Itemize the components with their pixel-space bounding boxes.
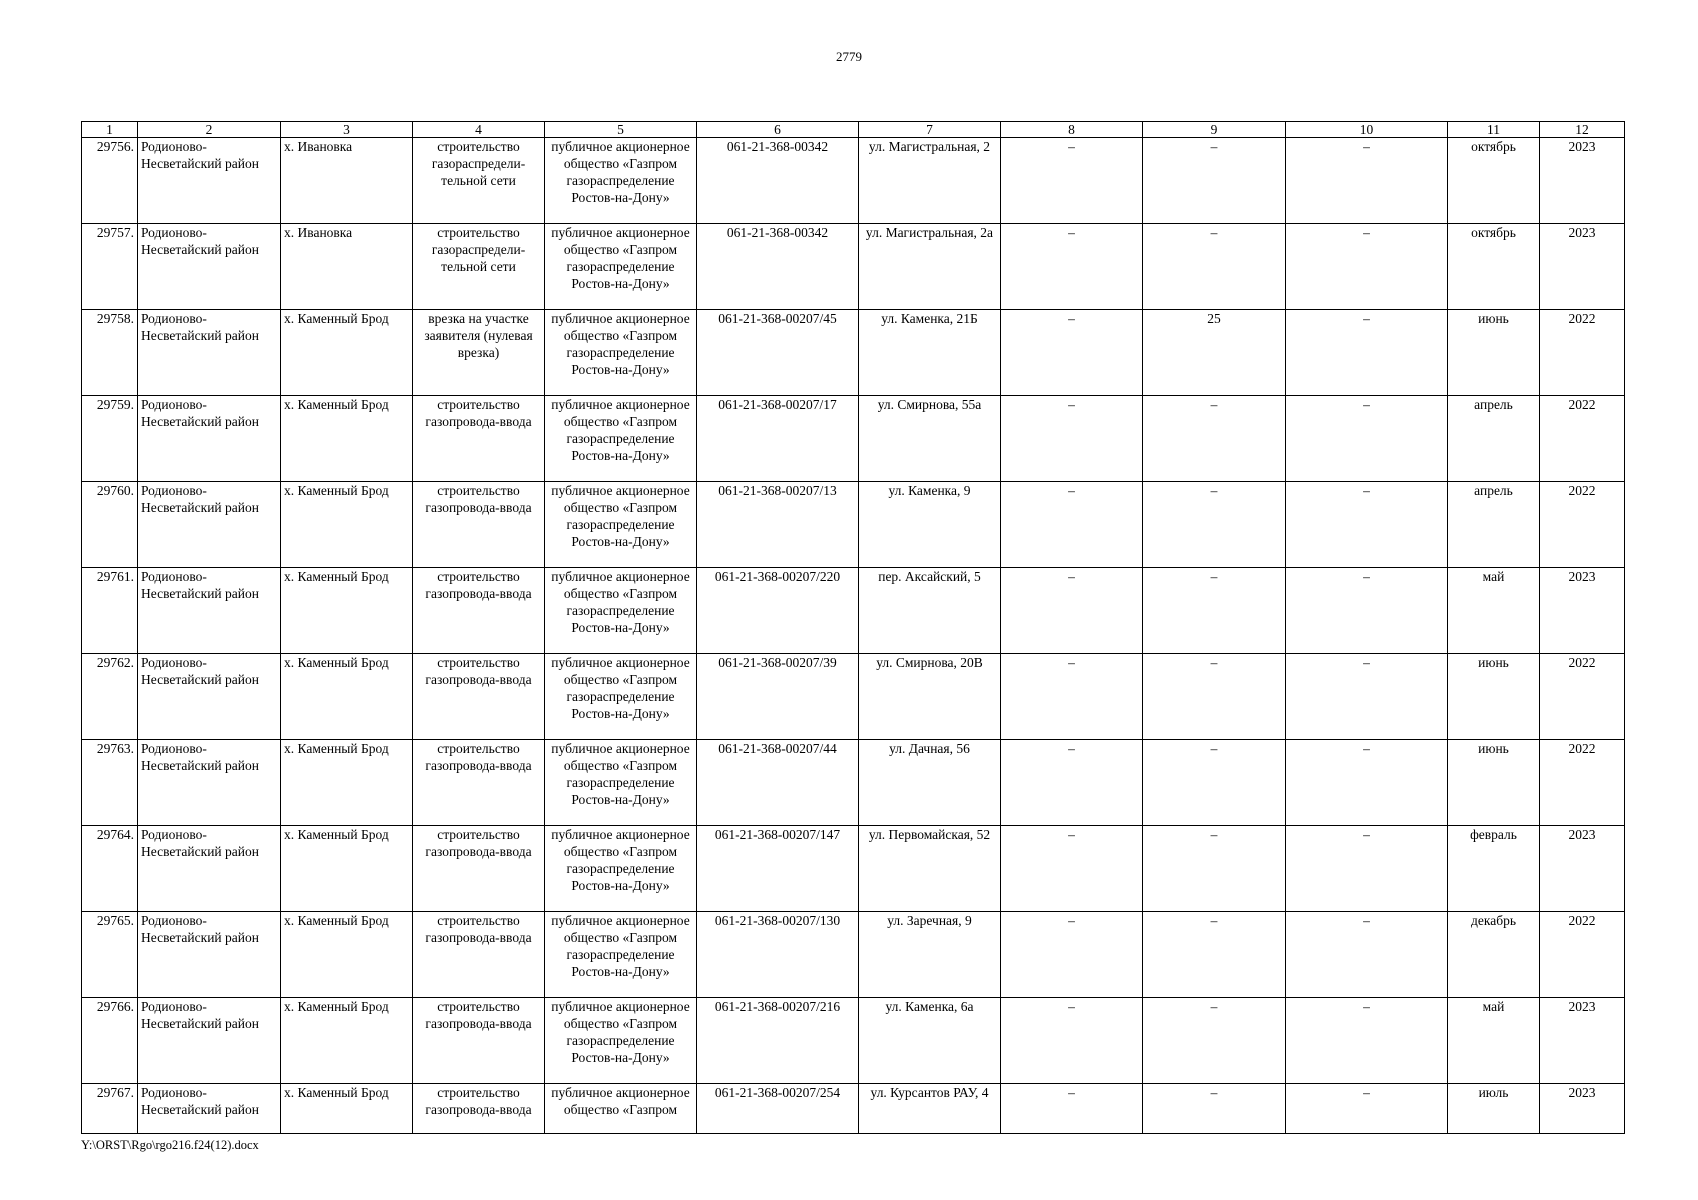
column-10-cell: – (1286, 396, 1448, 482)
district-cell: Родионово-Несветайский район (138, 654, 281, 740)
table-row (82, 998, 1625, 1084)
column-8-cell: – (1001, 482, 1143, 568)
work-type-cell: строительство газораспредели-тельной сети (413, 224, 545, 310)
district-cell: Родионово-Несветайский район (138, 1084, 281, 1134)
month-cell: апрель (1448, 396, 1540, 482)
row-number: 29761. (82, 568, 138, 654)
row-number: 29767. (82, 1084, 138, 1134)
registry-code-cell: 061-21-368-00207/147 (697, 826, 859, 912)
organization-cell: публичное акционерное общество «Газпром газораспределение Ростов-на-Дону» (545, 654, 697, 740)
locality-cell: х. Каменный Брод (281, 912, 413, 998)
registry-code-cell: 061-21-368-00342 (697, 224, 859, 310)
registry-code-cell: 061-21-368-00207/130 (697, 912, 859, 998)
year-cell: 2022 (1540, 740, 1625, 826)
table-row (82, 740, 1625, 826)
locality-cell: х. Каменный Брод (281, 396, 413, 482)
registry-code-cell: 061-21-368-00207/216 (697, 998, 859, 1084)
address-cell: пер. Аксайский, 5 (859, 568, 1001, 654)
address-cell: ул. Заречная, 9 (859, 912, 1001, 998)
column-9-cell: – (1143, 1084, 1286, 1134)
registry-code-cell: 061-21-368-00342 (697, 138, 859, 224)
column-header: 5 (545, 122, 697, 138)
column-header: 3 (281, 122, 413, 138)
month-cell: июль (1448, 1084, 1540, 1134)
table-row (82, 396, 1625, 482)
district-cell: Родионово-Несветайский район (138, 740, 281, 826)
column-header: 12 (1540, 122, 1625, 138)
address-cell: ул. Магистральная, 2а (859, 224, 1001, 310)
column-8-cell: – (1001, 740, 1143, 826)
organization-cell: публичное акционерное общество «Газпром газораспределение Ростов-на-Дону» (545, 568, 697, 654)
table-body (82, 138, 1625, 1134)
column-number-row (82, 122, 1625, 138)
column-10-cell: – (1286, 654, 1448, 740)
column-9-cell: – (1143, 224, 1286, 310)
district-cell: Родионово-Несветайский район (138, 912, 281, 998)
table-row (82, 482, 1625, 568)
district-cell: Родионово-Несветайский район (138, 396, 281, 482)
district-cell: Родионово-Несветайский район (138, 310, 281, 396)
work-type-cell: строительство газопровода-ввода (413, 396, 545, 482)
year-cell: 2023 (1540, 1084, 1625, 1134)
table-row (82, 912, 1625, 998)
year-cell: 2022 (1540, 912, 1625, 998)
organization-cell: публичное акционерное общество «Газпром газораспределение Ростов-на-Дону» (545, 310, 697, 396)
column-10-cell: – (1286, 568, 1448, 654)
work-type-cell: строительство газопровода-ввода (413, 654, 545, 740)
column-10-cell: – (1286, 224, 1448, 310)
locality-cell: х. Каменный Брод (281, 654, 413, 740)
column-9-cell: – (1143, 998, 1286, 1084)
column-8-cell: – (1001, 912, 1143, 998)
column-header: 7 (859, 122, 1001, 138)
column-9-cell: – (1143, 396, 1286, 482)
column-header: 11 (1448, 122, 1540, 138)
column-10-cell: – (1286, 482, 1448, 568)
row-number: 29757. (82, 224, 138, 310)
row-number: 29763. (82, 740, 138, 826)
district-cell: Родионово-Несветайский район (138, 826, 281, 912)
table-row (82, 224, 1625, 310)
work-type-cell: строительство газопровода-ввода (413, 568, 545, 654)
table-row (82, 654, 1625, 740)
column-8-cell: – (1001, 1084, 1143, 1134)
registry-code-cell: 061-21-368-00207/13 (697, 482, 859, 568)
locality-cell: х. Каменный Брод (281, 826, 413, 912)
column-10-cell: – (1286, 912, 1448, 998)
column-10-cell: – (1286, 138, 1448, 224)
column-header: 1 (82, 122, 138, 138)
year-cell: 2023 (1540, 138, 1625, 224)
column-8-cell: – (1001, 998, 1143, 1084)
row-number: 29766. (82, 998, 138, 1084)
data-table (81, 121, 1625, 1134)
month-cell: декабрь (1448, 912, 1540, 998)
month-cell: май (1448, 568, 1540, 654)
table-row (82, 138, 1625, 224)
row-number: 29764. (82, 826, 138, 912)
file-path-footer: Y:\ORST\Rgo\rgo216.f24(12).docx (81, 1138, 259, 1152)
locality-cell: х. Каменный Брод (281, 568, 413, 654)
month-cell: октябрь (1448, 224, 1540, 310)
row-number: 29762. (82, 654, 138, 740)
registry-code-cell: 061-21-368-00207/254 (697, 1084, 859, 1134)
address-cell: ул. Каменка, 6а (859, 998, 1001, 1084)
address-cell: ул. Магистральная, 2 (859, 138, 1001, 224)
year-cell: 2022 (1540, 310, 1625, 396)
column-header: 2 (138, 122, 281, 138)
address-cell: ул. Смирнова, 55а (859, 396, 1001, 482)
month-cell: октябрь (1448, 138, 1540, 224)
organization-cell: публичное акционерное общество «Газпром (545, 1084, 697, 1134)
column-10-cell: – (1286, 826, 1448, 912)
address-cell: ул. Курсантов РАУ, 4 (859, 1084, 1001, 1134)
column-8-cell: – (1001, 396, 1143, 482)
organization-cell: публичное акционерное общество «Газпром газораспределение Ростов-на-Дону» (545, 482, 697, 568)
locality-cell: х. Каменный Брод (281, 998, 413, 1084)
organization-cell: публичное акционерное общество «Газпром газораспределение Ростов-на-Дону» (545, 912, 697, 998)
year-cell: 2023 (1540, 224, 1625, 310)
column-9-cell: – (1143, 482, 1286, 568)
address-cell: ул. Каменка, 21Б (859, 310, 1001, 396)
column-10-cell: – (1286, 998, 1448, 1084)
table-row (82, 310, 1625, 396)
column-9-cell: – (1143, 912, 1286, 998)
column-8-cell: – (1001, 826, 1143, 912)
table-row (82, 826, 1625, 912)
locality-cell: х. Каменный Брод (281, 1084, 413, 1134)
month-cell: июнь (1448, 740, 1540, 826)
column-9-cell: – (1143, 568, 1286, 654)
organization-cell: публичное акционерное общество «Газпром газораспределение Ростов-на-Дону» (545, 138, 697, 224)
district-cell: Родионово-Несветайский район (138, 224, 281, 310)
column-9-cell: 25 (1143, 310, 1286, 396)
table-row (82, 1084, 1625, 1134)
district-cell: Родионово-Несветайский район (138, 998, 281, 1084)
column-10-cell: – (1286, 310, 1448, 396)
organization-cell: публичное акционерное общество «Газпром газораспределение Ростов-на-Дону» (545, 396, 697, 482)
column-9-cell: – (1143, 740, 1286, 826)
organization-cell: публичное акционерное общество «Газпром газораспределение Ростов-на-Дону» (545, 740, 697, 826)
locality-cell: х. Каменный Брод (281, 482, 413, 568)
organization-cell: публичное акционерное общество «Газпром газораспределение Ростов-на-Дону» (545, 826, 697, 912)
column-9-cell: – (1143, 826, 1286, 912)
year-cell: 2022 (1540, 396, 1625, 482)
registry-code-cell: 061-21-368-00207/220 (697, 568, 859, 654)
work-type-cell: строительство газопровода-ввода (413, 912, 545, 998)
column-8-cell: – (1001, 310, 1143, 396)
month-cell: июнь (1448, 654, 1540, 740)
column-header: 6 (697, 122, 859, 138)
year-cell: 2022 (1540, 654, 1625, 740)
district-cell: Родионово-Несветайский район (138, 138, 281, 224)
district-cell: Родионово-Несветайский район (138, 568, 281, 654)
column-header: 8 (1001, 122, 1143, 138)
column-header: 10 (1286, 122, 1448, 138)
address-cell: ул. Первомайская, 52 (859, 826, 1001, 912)
month-cell: май (1448, 998, 1540, 1084)
work-type-cell: врезка на участке заявителя (нулевая врезка) (413, 310, 545, 396)
row-number: 29760. (82, 482, 138, 568)
year-cell: 2023 (1540, 568, 1625, 654)
year-cell: 2023 (1540, 998, 1625, 1084)
column-header: 4 (413, 122, 545, 138)
column-8-cell: – (1001, 654, 1143, 740)
year-cell: 2023 (1540, 826, 1625, 912)
work-type-cell: строительство газопровода-ввода (413, 740, 545, 826)
locality-cell: х. Каменный Брод (281, 310, 413, 396)
column-8-cell: – (1001, 224, 1143, 310)
work-type-cell: строительство газопровода-ввода (413, 998, 545, 1084)
work-type-cell: строительство газораспредели-тельной сети (413, 138, 545, 224)
work-type-cell: строительство газопровода-ввода (413, 482, 545, 568)
column-9-cell: – (1143, 138, 1286, 224)
column-8-cell: – (1001, 138, 1143, 224)
page-number: 2779 (836, 49, 862, 64)
address-cell: ул. Смирнова, 20В (859, 654, 1001, 740)
row-number: 29759. (82, 396, 138, 482)
locality-cell: х. Ивановка (281, 224, 413, 310)
registry-code-cell: 061-21-368-00207/44 (697, 740, 859, 826)
column-8-cell: – (1001, 568, 1143, 654)
month-cell: апрель (1448, 482, 1540, 568)
locality-cell: х. Каменный Брод (281, 740, 413, 826)
address-cell: ул. Каменка, 9 (859, 482, 1001, 568)
column-9-cell: – (1143, 654, 1286, 740)
row-number: 29765. (82, 912, 138, 998)
registry-code-cell: 061-21-368-00207/17 (697, 396, 859, 482)
locality-cell: х. Ивановка (281, 138, 413, 224)
column-10-cell: – (1286, 740, 1448, 826)
registry-code-cell: 061-21-368-00207/39 (697, 654, 859, 740)
district-cell: Родионово-Несветайский район (138, 482, 281, 568)
column-header: 9 (1143, 122, 1286, 138)
column-10-cell: – (1286, 1084, 1448, 1134)
work-type-cell: строительство газопровода-ввода (413, 826, 545, 912)
organization-cell: публичное акционерное общество «Газпром газораспределение Ростов-на-Дону» (545, 224, 697, 310)
registry-code-cell: 061-21-368-00207/45 (697, 310, 859, 396)
year-cell: 2022 (1540, 482, 1625, 568)
month-cell: февраль (1448, 826, 1540, 912)
row-number: 29756. (82, 138, 138, 224)
work-type-cell: строительство газопровода-ввода (413, 1084, 545, 1134)
month-cell: июнь (1448, 310, 1540, 396)
row-number: 29758. (82, 310, 138, 396)
address-cell: ул. Дачная, 56 (859, 740, 1001, 826)
table-row (82, 568, 1625, 654)
organization-cell: публичное акционерное общество «Газпром газораспределение Ростов-на-Дону» (545, 998, 697, 1084)
